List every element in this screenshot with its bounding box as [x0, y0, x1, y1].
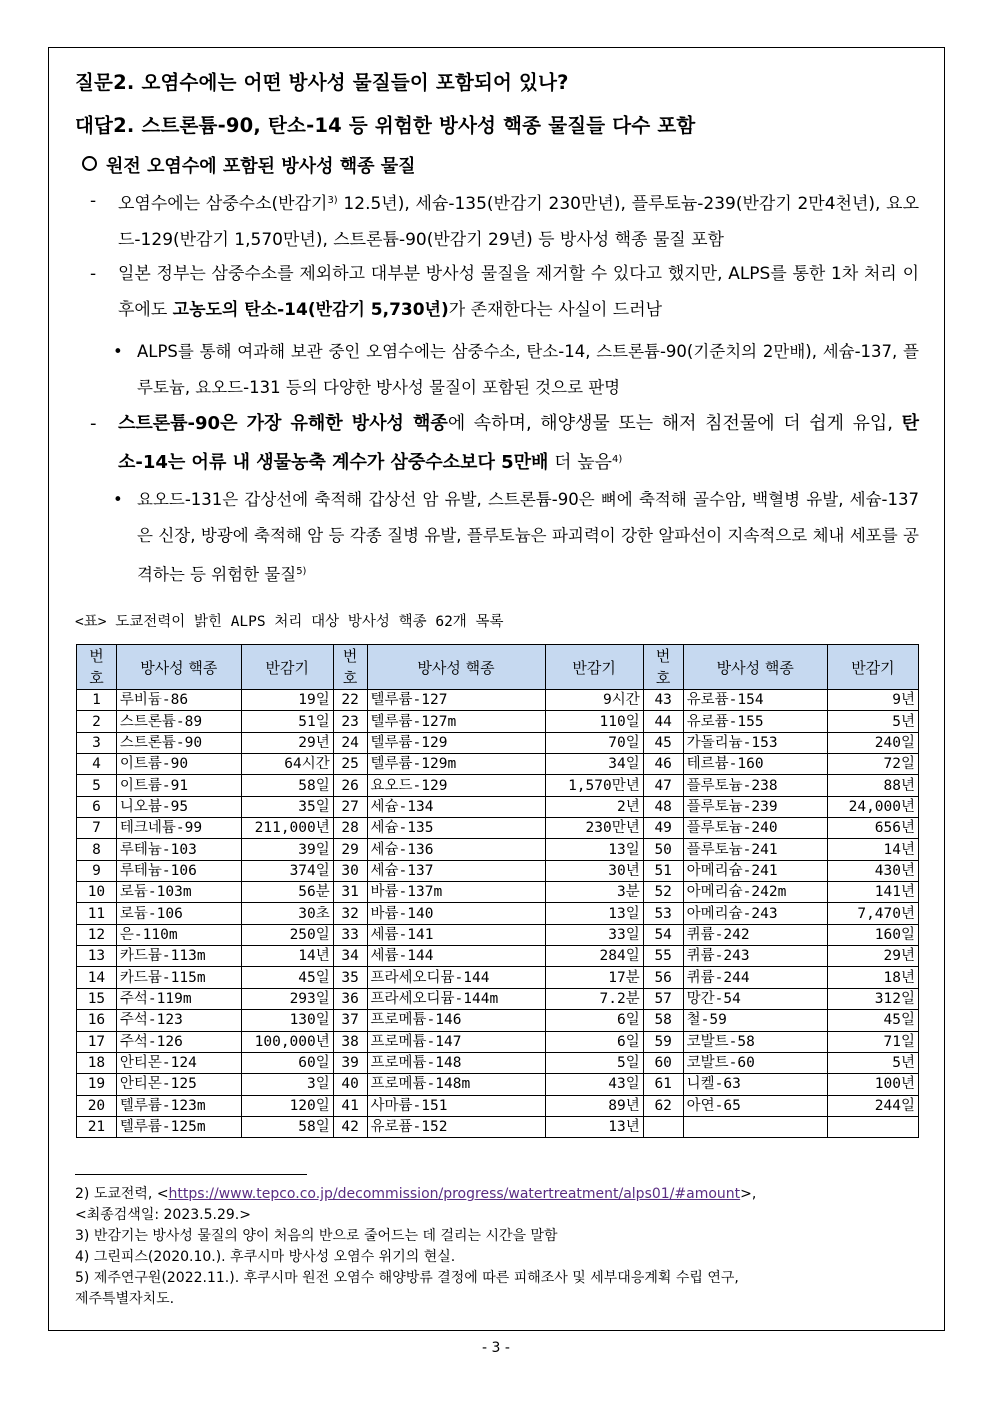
- footnote-5-cont: 제주특별자치도.: [75, 1291, 175, 1307]
- half-life: 58일: [241, 775, 333, 796]
- half-life: 39일: [241, 839, 333, 860]
- nuclide-name: 프로메튬-148m: [367, 1074, 545, 1095]
- table-row: [77, 1010, 919, 1031]
- half-life: 64시간: [241, 754, 333, 775]
- nuclide-name: 유로퓸-154: [683, 690, 827, 711]
- nuclide-name: 바륨-140: [367, 903, 545, 924]
- nuclide-name: 스트론튬-89: [116, 711, 241, 732]
- nuclide-name: 아메리슘-242m: [683, 882, 827, 903]
- nuclide-name: 세슘-134: [367, 796, 545, 817]
- table-row: [77, 818, 919, 839]
- row-number: 49: [643, 818, 683, 839]
- tepco-link[interactable]: https://www.tepco.co.jp/decommission/progress/watertreatment/alps01/#amount: [168, 1186, 741, 1202]
- half-life: [827, 1116, 918, 1137]
- table-caption: <표> 도쿄전력이 밝힌 ALPS 처리 대상 방사성 핵종 62개 목록: [75, 614, 504, 630]
- half-life: 18년: [827, 967, 918, 988]
- row-number: 28: [333, 818, 367, 839]
- nuclide-name: 세슘-136: [367, 839, 545, 860]
- answer-heading: 대답2. 스트론튬-90, 탄소-14 등 위험한 방사성 핵종 물질들 다수 포함: [75, 114, 696, 137]
- half-life: 29년: [827, 946, 918, 967]
- row-number: 13: [77, 946, 117, 967]
- half-life: 100년: [827, 1074, 918, 1095]
- half-life: 60일: [241, 1052, 333, 1073]
- p2-bold: 고농도의 탄소-14(반감기 5,730년): [172, 300, 449, 320]
- table-header-row: [77, 645, 919, 690]
- nuclide-name: 세륨-141: [367, 924, 545, 945]
- row-number: 57: [643, 988, 683, 1009]
- bullet-marker: •: [113, 342, 123, 361]
- row-number: 51: [643, 860, 683, 881]
- footnote-2-date: <최종검색일: 2023.5.29.>: [75, 1207, 251, 1223]
- half-life: 284일: [545, 946, 643, 967]
- table-row: [77, 903, 919, 924]
- row-number: 9: [77, 860, 117, 881]
- row-number: 50: [643, 839, 683, 860]
- half-life: 33일: [545, 924, 643, 945]
- table-row: [77, 775, 919, 796]
- row-number: 20: [77, 1095, 117, 1116]
- nuclide-name: 사마륨-151: [367, 1095, 545, 1116]
- table-row: [77, 690, 919, 711]
- footnote-separator: [75, 1174, 307, 1175]
- row-number: 38: [333, 1031, 367, 1052]
- row-number: 14: [77, 967, 117, 988]
- header-halflife: 반감기: [545, 645, 643, 690]
- half-life: 430년: [827, 860, 918, 881]
- half-life: 45일: [241, 967, 333, 988]
- half-life: 13일: [545, 839, 643, 860]
- nuclide-name: 텔루륨-123m: [116, 1095, 241, 1116]
- nuclide-name: 로듐-103m: [116, 882, 241, 903]
- nuclide-name: 세슘-135: [367, 818, 545, 839]
- nuclide-name: 텔루륨-129m: [367, 754, 545, 775]
- row-number: 62: [643, 1095, 683, 1116]
- row-number: 53: [643, 903, 683, 924]
- table-row: [77, 967, 919, 988]
- row-number: 1: [77, 690, 117, 711]
- dash-marker: -: [90, 264, 97, 284]
- row-number: 34: [333, 946, 367, 967]
- nuclide-name: 프라세오디뮴-144m: [367, 988, 545, 1009]
- half-life: 30년: [545, 860, 643, 881]
- paragraph-5: [113, 482, 919, 593]
- half-life: 35일: [241, 796, 333, 817]
- half-life: 19일: [241, 690, 333, 711]
- nuclide-name: 아연-65: [683, 1095, 827, 1116]
- p4-text-b: 더 높음: [548, 452, 613, 473]
- p1-text-b: 12.5년), 세슘-135(반감기 230만년), 플루토늄-239(반감기 2만4천년), 요오드-129(반감기 1,570만년), 스트론튬-90(반감기 29년) 등 방사성 핵종 물질 포함: [118, 194, 919, 250]
- dash-marker: -: [90, 191, 97, 211]
- p4-text-a: 에 속하며, 해양생물 또는 해저 침전물에 더 쉽게 유입,: [447, 413, 902, 434]
- half-life: 3일: [241, 1074, 333, 1095]
- row-number: 29: [333, 839, 367, 860]
- header-nuclide: 방사성 핵종: [683, 645, 827, 690]
- paragraph-2: [90, 256, 919, 328]
- nuclide-name: 카드뮴-113m: [116, 946, 241, 967]
- nuclide-name: 퀴륨-242: [683, 924, 827, 945]
- dash-marker: -: [90, 413, 97, 434]
- nuclide-name: 은-110m: [116, 924, 241, 945]
- header-no: 번 호: [333, 645, 367, 690]
- header-halflife: 반감기: [827, 645, 918, 690]
- row-number: 27: [333, 796, 367, 817]
- header-halflife: 반감기: [241, 645, 333, 690]
- row-number: 55: [643, 946, 683, 967]
- nuclide-name: 루테늄-103: [116, 839, 241, 860]
- row-number: 48: [643, 796, 683, 817]
- nuclide-name: 망간-54: [683, 988, 827, 1009]
- nuclide-name: 로듐-106: [116, 903, 241, 924]
- row-number: 35: [333, 967, 367, 988]
- table-row: [77, 1052, 919, 1073]
- half-life: 6일: [545, 1031, 643, 1052]
- footnote-5: 5) 제주연구원(2022.11.). 후쿠시마 원전 오염수 해양방류 결정에 따른 피해조사 및 세부대응계획 수립 연구,: [75, 1270, 739, 1286]
- row-number: 42: [333, 1116, 367, 1137]
- row-number: 60: [643, 1052, 683, 1073]
- half-life: 56분: [241, 882, 333, 903]
- nuclide-name: 주석-126: [116, 1031, 241, 1052]
- header-nuclide: 방사성 핵종: [367, 645, 545, 690]
- nuclide-name: 아메리슘-243: [683, 903, 827, 924]
- nuclide-name: 스트론튬-90: [116, 732, 241, 753]
- nuclide-name: 철-59: [683, 1010, 827, 1031]
- nuclide-name: 바륨-137m: [367, 882, 545, 903]
- nuclide-name: 루비듐-86: [116, 690, 241, 711]
- row-number: 40: [333, 1074, 367, 1095]
- half-life: 13년: [545, 1116, 643, 1137]
- half-life: 29년: [241, 732, 333, 753]
- nuclide-name: 플루토늄-239: [683, 796, 827, 817]
- half-life: 211,000년: [241, 818, 333, 839]
- hollow-circle-icon: [82, 156, 97, 171]
- nuclide-name: 프로메튬-146: [367, 1010, 545, 1031]
- table-row: [77, 839, 919, 860]
- half-life: 7.2분: [545, 988, 643, 1009]
- nuclide-name: 유로퓸-155: [683, 711, 827, 732]
- row-number: 59: [643, 1031, 683, 1052]
- half-life: 70일: [545, 732, 643, 753]
- half-life: 3분: [545, 882, 643, 903]
- half-life: 89년: [545, 1095, 643, 1116]
- row-number: 3: [77, 732, 117, 753]
- section-heading-text: 원전 오염수에 포함된 방사성 핵종 물질: [106, 156, 416, 177]
- nuclide-name: 세륨-144: [367, 946, 545, 967]
- row-number: 33: [333, 924, 367, 945]
- bullet-marker: •: [113, 490, 123, 509]
- half-life: 293일: [241, 988, 333, 1009]
- row-number: 23: [333, 711, 367, 732]
- nuclide-name: 이트륨-91: [116, 775, 241, 796]
- half-life: 72일: [827, 754, 918, 775]
- p2-text-c: 가 존재한다는 사실이 드러남: [448, 300, 663, 320]
- row-number: 32: [333, 903, 367, 924]
- half-life: 13일: [545, 903, 643, 924]
- half-life: 6일: [545, 1010, 643, 1031]
- footnote-2: 2) 도쿄전력, <https://www.tepco.co.jp/decommission/progress/watertreatment/alps01/#amount>,: [75, 1186, 757, 1202]
- row-number: 31: [333, 882, 367, 903]
- row-number: 41: [333, 1095, 367, 1116]
- table-row: [77, 1031, 919, 1052]
- paragraph-3: [113, 334, 919, 406]
- paragraph-4: [90, 406, 919, 481]
- nuclide-name: 프라세오디뮴-144: [367, 967, 545, 988]
- nuclide-name: 안티몬-124: [116, 1052, 241, 1073]
- nuclide-name: 텔루륨-129: [367, 732, 545, 753]
- half-life: 230만년: [545, 818, 643, 839]
- p4-bold-1: 스트론튬-90은 가장 유해한 방사성 핵종: [118, 413, 448, 434]
- row-number: 19: [77, 1074, 117, 1095]
- p4-bold-2: 탄소-14는 어류 내 생물농축 계수가 삼중수소보다 5만배: [118, 413, 919, 473]
- row-number: 37: [333, 1010, 367, 1031]
- nuclide-name: 플루토늄-241: [683, 839, 827, 860]
- row-number: 26: [333, 775, 367, 796]
- row-number: 18: [77, 1052, 117, 1073]
- row-number: 17: [77, 1031, 117, 1052]
- half-life: 141년: [827, 882, 918, 903]
- row-number: 36: [333, 988, 367, 1009]
- row-number: 39: [333, 1052, 367, 1073]
- nuclide-name: 유로퓸-152: [367, 1116, 545, 1137]
- p2-text-a: 일본 정부는 삼중수소를 제외하고 대부분 방사성 물질을 제거할 수 있다고 했지만, ALPS를 통한 1차 처리 이후에도: [118, 264, 919, 320]
- nuclide-name: 안티몬-125: [116, 1074, 241, 1095]
- table-row: [77, 882, 919, 903]
- half-life: 7,470년: [827, 903, 918, 924]
- row-number: 21: [77, 1116, 117, 1137]
- table-row: [77, 924, 919, 945]
- nuclide-name: 플루토늄-240: [683, 818, 827, 839]
- half-life: 9시간: [545, 690, 643, 711]
- section-heading: [82, 152, 416, 178]
- half-life: 88년: [827, 775, 918, 796]
- nuclide-name: 텔루륨-125m: [116, 1116, 241, 1137]
- row-number: 58: [643, 1010, 683, 1031]
- row-number: 30: [333, 860, 367, 881]
- row-number: 45: [643, 732, 683, 753]
- table-row: [77, 860, 919, 881]
- row-number: 22: [333, 690, 367, 711]
- row-number: 54: [643, 924, 683, 945]
- nuclide-name: 주석-123: [116, 1010, 241, 1031]
- nuclide-name: 테크네튬-99: [116, 818, 241, 839]
- row-number: 43: [643, 690, 683, 711]
- footnote-4: 4) 그린피스(2020.10.). 후쿠시마 방사성 오염수 위기의 현실.: [75, 1249, 456, 1265]
- row-number: [643, 1116, 683, 1137]
- nuclide-name: 텔루륨-127m: [367, 711, 545, 732]
- nuclide-name: 테르븀-160: [683, 754, 827, 775]
- half-life: 9년: [827, 690, 918, 711]
- row-number: 10: [77, 882, 117, 903]
- half-life: 5년: [827, 1052, 918, 1073]
- row-number: 16: [77, 1010, 117, 1031]
- row-number: 2: [77, 711, 117, 732]
- half-life: 71일: [827, 1031, 918, 1052]
- nuclide-name: 프로메튬-148: [367, 1052, 545, 1073]
- half-life: 5년: [827, 711, 918, 732]
- header-no: 번 호: [643, 645, 683, 690]
- table-row: [77, 754, 919, 775]
- row-number: 56: [643, 967, 683, 988]
- half-life: 374일: [241, 860, 333, 881]
- nuclide-name: 퀴륨-244: [683, 967, 827, 988]
- nuclide-name: 세슘-137: [367, 860, 545, 881]
- footnote-ref-4: 4): [612, 454, 623, 465]
- nuclide-name: 코발트-58: [683, 1031, 827, 1052]
- nuclide-name: 아메리슘-241: [683, 860, 827, 881]
- p3-text: ALPS를 통해 여과해 보관 중인 오염수에는 삼중수소, 탄소-14, 스트론튬-90(기준치의 2만배), 세슘-137, 플루토늄, 요오드-131 등의 다양한 방사성 물질이 포함된 것으로 판명: [137, 342, 919, 397]
- half-life: 51일: [241, 711, 333, 732]
- table-row: [77, 946, 919, 967]
- half-life: 14년: [241, 946, 333, 967]
- row-number: 15: [77, 988, 117, 1009]
- page-number: - 3 -: [482, 1340, 510, 1356]
- row-number: 47: [643, 775, 683, 796]
- row-number: 8: [77, 839, 117, 860]
- footnote-ref-3: 3): [327, 195, 338, 206]
- table-row: [77, 796, 919, 817]
- half-life: 130일: [241, 1010, 333, 1031]
- half-life: 110일: [545, 711, 643, 732]
- footnote-3: 3) 반감기는 방사성 물질의 양이 처음의 반으로 줄어드는 데 걸리는 시간을 말함: [75, 1228, 558, 1244]
- p1-text-a: 오염수에는 삼중수소(반감기: [118, 194, 328, 214]
- half-life: 58일: [241, 1116, 333, 1137]
- half-life: 120일: [241, 1095, 333, 1116]
- row-number: 44: [643, 711, 683, 732]
- table-row: [77, 1116, 919, 1137]
- row-number: 7: [77, 818, 117, 839]
- table-row: [77, 732, 919, 753]
- nuclide-name: 코발트-60: [683, 1052, 827, 1073]
- nuclide-name: 이트륨-90: [116, 754, 241, 775]
- half-life: 30초: [241, 903, 333, 924]
- header-nuclide: 방사성 핵종: [116, 645, 241, 690]
- nuclide-name: 니오븀-95: [116, 796, 241, 817]
- half-life: 250일: [241, 924, 333, 945]
- nuclide-name: 프로메튬-147: [367, 1031, 545, 1052]
- half-life: 312일: [827, 988, 918, 1009]
- half-life: 160일: [827, 924, 918, 945]
- nuclide-name: 텔루륨-127: [367, 690, 545, 711]
- nuclide-name: 카드뮴-115m: [116, 967, 241, 988]
- row-number: 12: [77, 924, 117, 945]
- paragraph-1: [90, 183, 919, 258]
- nuclide-name: 주석-119m: [116, 988, 241, 1009]
- nuclide-name: 니켈-63: [683, 1074, 827, 1095]
- nuclide-name: [683, 1116, 827, 1137]
- nuclide-table: [76, 644, 919, 1138]
- header-no: 번 호: [77, 645, 117, 690]
- half-life: 656년: [827, 818, 918, 839]
- nuclide-name: 가돌리늄-153: [683, 732, 827, 753]
- row-number: 61: [643, 1074, 683, 1095]
- nuclide-name: 루테늄-106: [116, 860, 241, 881]
- question-heading: 질문2. 오염수에는 어떤 방사성 물질들이 포함되어 있나?: [75, 71, 569, 94]
- nuclide-name: 플루토늄-238: [683, 775, 827, 796]
- row-number: 52: [643, 882, 683, 903]
- footnote-ref-5: 5): [296, 566, 307, 577]
- table-row: [77, 1095, 919, 1116]
- row-number: 4: [77, 754, 117, 775]
- half-life: 5일: [545, 1052, 643, 1073]
- p5-text: 요오드-131은 갑상선에 축적해 갑상선 암 유발, 스트론튬-90은 뼈에 축적해 골수암, 백혈병 유발, 세슘-137은 신장, 방광에 축적해 암 등 각종 질병 유발, 플루토늄은 파괴력이 강한 알파선이 지속적으로 체내 세포를 공격하는 등 위험한 물질: [137, 490, 919, 584]
- nuclide-name: 퀴륨-243: [683, 946, 827, 967]
- table-row: [77, 711, 919, 732]
- half-life: 240일: [827, 732, 918, 753]
- half-life: 24,000년: [827, 796, 918, 817]
- half-life: 43일: [545, 1074, 643, 1095]
- half-life: 45일: [827, 1010, 918, 1031]
- row-number: 6: [77, 796, 117, 817]
- row-number: 46: [643, 754, 683, 775]
- row-number: 11: [77, 903, 117, 924]
- row-number: 25: [333, 754, 367, 775]
- table-row: [77, 988, 919, 1009]
- half-life: 1,570만년: [545, 775, 643, 796]
- half-life: 14년: [827, 839, 918, 860]
- half-life: 2년: [545, 796, 643, 817]
- half-life: 17분: [545, 967, 643, 988]
- nuclide-name: 요오드-129: [367, 775, 545, 796]
- row-number: 24: [333, 732, 367, 753]
- row-number: 5: [77, 775, 117, 796]
- half-life: 244일: [827, 1095, 918, 1116]
- half-life: 34일: [545, 754, 643, 775]
- table-row: [77, 1074, 919, 1095]
- half-life: 100,000년: [241, 1031, 333, 1052]
